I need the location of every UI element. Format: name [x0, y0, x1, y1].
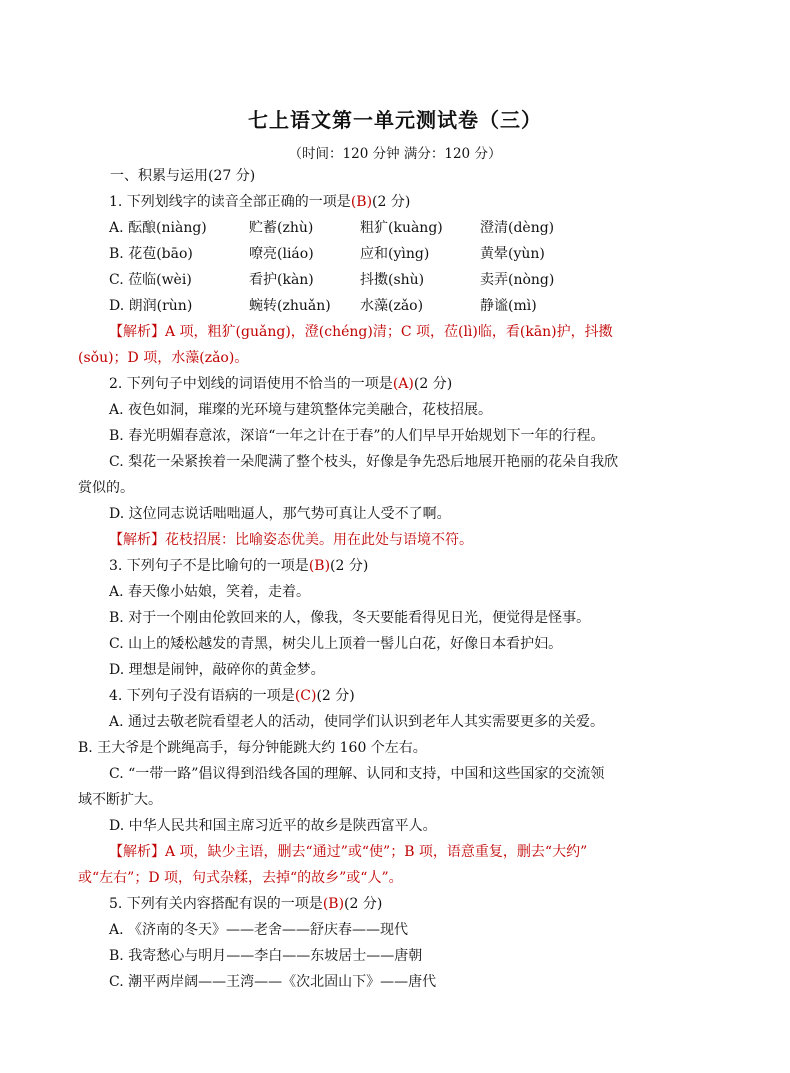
q4-analysis-cont: 或“左右”；D 项，句式杂糅，去掉“的故乡”或“人”。	[78, 870, 403, 886]
q2-option-a: A. 夜色如洞，璀璨的光环境与建筑整体完美融合，花枝招展。	[109, 402, 493, 418]
q3-option-c: C. 山上的矮松越发的青黑，树尖儿上顶着一髻儿白花，好像日本看护妇。	[109, 636, 563, 652]
answer-letter: (B)	[322, 896, 345, 912]
q4-option-c-cont: 域不断扩大。	[78, 792, 162, 808]
question-score: (2 分)	[413, 376, 453, 392]
question-3	[109, 556, 368, 576]
exam-page: 七上语文第一单元测试卷（三） （时间：120 分钟 满分：120 分） 一、积累与运用(27 分) 1. 下列划线字的读音全部正确的一项是(B)(2 分) A. 酝酿(niàng) 贮蓄(zhù) 粗犷(kuàng) 澄清(dèng) B. 花苞(bāo) 嘹亮(liáo) 应和(yìng) 黄晕(yùn) C. 莅临(wèi) 看护(kàn) 抖擞(shù) 卖弄(nòng) D. 朗润(rùn) 蜿转(zhuǎn) 水藻(zǎo) 静谧(mì) 【解析】A 项，粗犷(guǎng)，澄(chéng)清；C 项，莅(lì)临，看(kān)护，抖擞 (sǒu)；D 项，水藻(zǎo)。 2. 下列句子中划线的词语使用不恰当的一项是(A)(2 分) A. 夜色如洞，璀璨的光环境与建筑整体完美融合，花枝招展。 B. 春光明媚春意浓，深谙“一年之计在于春”的人们早早开始规划下一年的行程。 C. 梨花一朵紧挨着一朵爬满了整个枝头，好像是争先恐后地展开艳丽的花朵自我欣 赏似的。 D. 这位同志说话咄咄逼人，那气势可真让人受不了啊。 【解析】花枝招展：比喻姿态优美。用在此处与语境不符。 3. 下列句子不是比喻句的一项是(B)(2 分) A. 春天像小姑娘，笑着，走着。 B. 对于一个刚由伦敦回来的人，像我，冬天要能看得见日光，便觉得是怪事。 C. 山上的矮松越发的青黑，树尖儿上顶着一髻儿白花，好像日本看护妇。 D. 理想是闹钟，敲碎你的黄金梦。 4. 下列句子没有语病的一项是(C)(2 分) A. 通过去敬老院看望老人的活动，使同学们认识到老年人其实需要更多的关爱。 B. 王大爷是个跳绳高手，每分钟能跳大约 160 个左右。 C. “一带一路”倡议得到沿线各国的理解、认同和支持，中国和这些国家的交流领 域不断扩大。 D. 中华人民共和国主席习近平的故乡是陕西富平人。 【解析】A 项，缺少主语，删去“通过”或“使”；B 项，语意重复，删去“大约” 或“左右”；D 项，句式杂糅，去掉“的故乡”或“人”。 5. 下列有关内容搭配有误的一项是(B)(2 分) A. 《济南的冬天》——老舍——舒庆春——现代 B. 我寄愁心与明月——李白——东坡居士——唐朝 C. 潮平两岸阔——王湾——《次北固山下》——唐代	[0, 0, 790, 1073]
question-score: (2 分)	[330, 558, 369, 574]
section-heading: 一、积累与运用(27 分)	[110, 168, 256, 184]
answer-letter: (B)	[308, 558, 331, 574]
answer-letter: (C)	[294, 688, 317, 704]
q2-analysis: 【解析】花枝招展：比喻姿态优美。用在此处与语境不符。	[109, 532, 473, 548]
q1-analysis-cont: (sǒu)；D 项，水藻(zǎo)。	[78, 350, 249, 366]
answer-letter: (B)	[350, 194, 373, 210]
answer-letter: (A)	[392, 376, 414, 392]
q5-option-b: B. 我寄愁心与明月——李白——东坡居士——唐朝	[109, 948, 423, 964]
q3-option-a: A. 春天像小姑娘，笑着，走着。	[109, 584, 311, 600]
q3-option-d: D. 理想是闹钟，敲碎你的黄金梦。	[109, 662, 325, 678]
q2-option-d: D. 这位同志说话咄咄逼人，那气势可真让人受不了啊。	[109, 506, 451, 522]
q4-option-b: B. 王大爷是个跳绳高手，每分钟能跳大约 160 个左右。	[78, 740, 427, 756]
question-score: (2 分)	[344, 896, 383, 912]
question-stem: 2. 下列句子中划线的词语使用不恰当的一项是	[109, 376, 393, 392]
q5-option-a: A. 《济南的冬天》——老舍——舒庆春——现代	[109, 922, 409, 938]
question-stem: 3. 下列句子不是比喻句的一项是	[109, 558, 309, 574]
question-stem: 4. 下列句子没有语病的一项是	[109, 688, 295, 704]
question-stem: 1. 下列划线字的读音全部正确的一项是	[109, 194, 351, 210]
question-score: (2 分)	[372, 194, 411, 210]
question-4	[109, 686, 355, 706]
question-score: (2 分)	[316, 688, 355, 704]
q4-option-d: D. 中华人民共和国主席习近平的故乡是陕西富平人。	[109, 818, 437, 834]
q2-option-c: C. 梨花一朵紧挨着一朵爬满了整个枝头，好像是争先恐后地展开艳丽的花朵自我欣	[109, 454, 619, 470]
q4-option-a: A. 通过去敬老院看望老人的活动，使同学们认识到老年人其实需要更多的关爱。	[109, 714, 605, 730]
q1-analysis: 【解析】A 项，粗犷(guǎng)，澄(chéng)清；C 项，莅(lì)临，看(kān)护，抖擞	[109, 324, 613, 340]
q4-analysis: 【解析】A 项，缺少主语，删去“通过”或“使”；B 项，语意重复，删去“大约”	[109, 844, 588, 860]
q2-option-b: B. 春光明媚春意浓，深谙“一年之计在于春”的人们早早开始规划下一年的行程。	[109, 428, 605, 444]
question-5	[109, 894, 382, 914]
question-1	[109, 192, 410, 212]
q3-option-b: B. 对于一个刚由伦敦回来的人，像我，冬天要能看得见日光，便觉得是怪事。	[109, 610, 591, 626]
exam-info: （时间：120 分钟 满分：120 分）	[288, 146, 502, 162]
q2-option-c-cont: 赏似的。	[78, 480, 134, 496]
question-stem: 5. 下列有关内容搭配有误的一项是	[109, 896, 323, 912]
question-2	[109, 374, 452, 394]
q5-option-c: C. 潮平两岸阔——王湾——《次北固山下》——唐代	[109, 974, 437, 990]
page-title: 七上语文第一单元测试卷（三）	[248, 108, 542, 132]
q4-option-c: C. “一带一路”倡议得到沿线各国的理解、认同和支持，中国和这些国家的交流领	[109, 766, 605, 782]
